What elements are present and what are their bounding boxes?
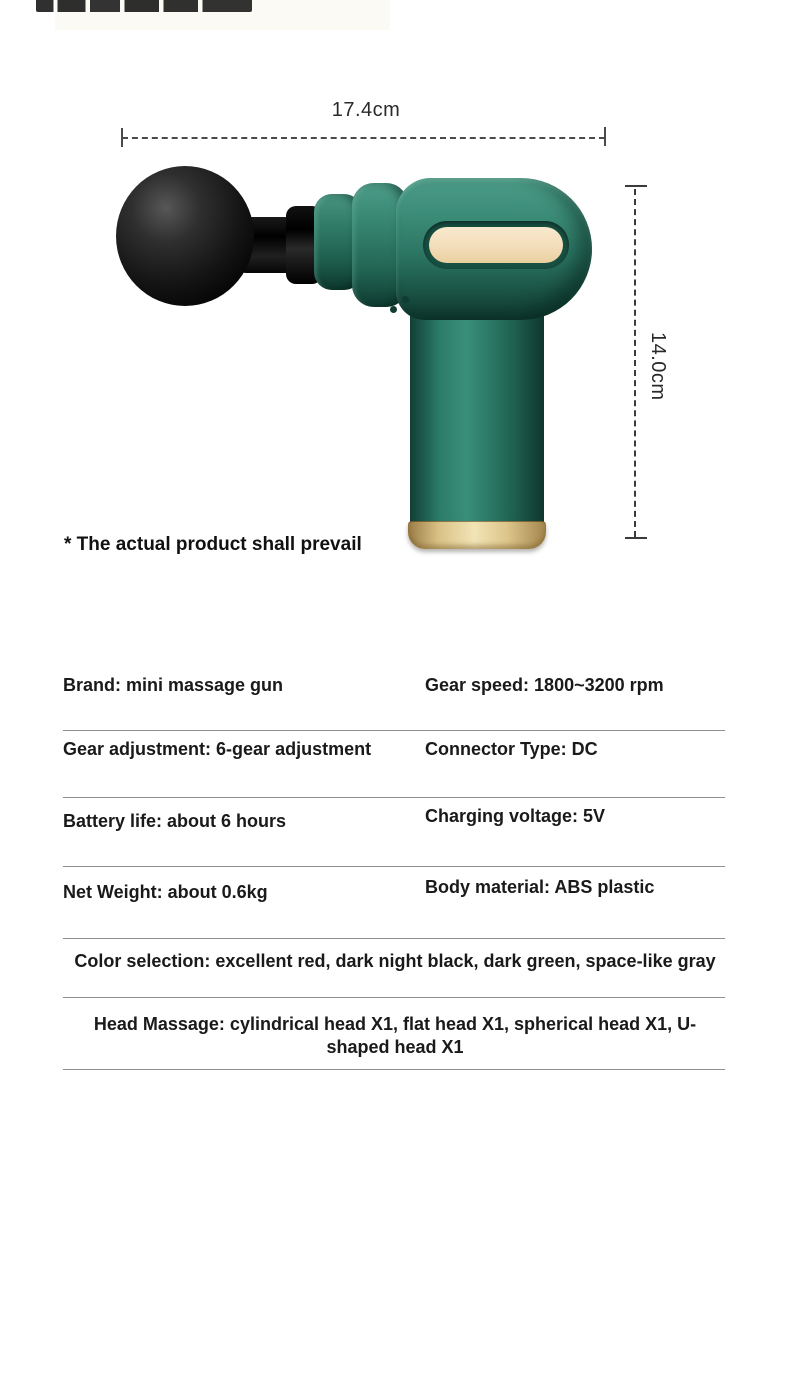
spec-gear-adjustment: Gear adjustment: 6-gear adjustment [63, 739, 372, 759]
spec-brand: Brand: mini massage gun [63, 675, 284, 695]
spec-divider [63, 730, 725, 731]
width-dimension-line [122, 137, 605, 139]
spec-charging-voltage: Charging voltage: 5V [425, 806, 606, 826]
body-vent-dot [402, 296, 409, 303]
spec-divider [63, 797, 725, 798]
cutoff-top-text-fragment [36, 0, 252, 12]
body-vent-dot [390, 306, 397, 313]
spec-color-selection: Color selection: excellent red, dark night black, dark green, space-like gray [74, 951, 716, 971]
indicator-slot [429, 227, 563, 263]
massage-gun-gold-base [408, 521, 546, 549]
width-dimension-tick-left [121, 128, 123, 147]
spec-divider [63, 866, 725, 867]
spec-head-massage: Head Massage: cylindrical head X1, flat head X1, spherical head X1, U-shaped head X1 [93, 1014, 697, 1057]
spec-connector-type: Connector Type: DC [425, 739, 598, 759]
spec-gear-speed: Gear speed: 1800~3200 rpm [425, 675, 664, 695]
spherical-massage-head [116, 166, 254, 306]
spec-net-weight: Net Weight: about 0.6kg [63, 882, 268, 902]
spec-divider [63, 997, 725, 998]
disclaimer-note: * The actual product shall prevail [64, 534, 362, 555]
spec-body-material: Body material: ABS plastic [425, 877, 655, 897]
height-dimension-label: 14.0cm [647, 332, 669, 401]
width-dimension-tick-right [604, 127, 606, 146]
height-dimension-line [634, 189, 636, 537]
height-dimension-tick-bottom [625, 537, 647, 539]
massage-gun-handle [410, 300, 544, 522]
height-dimension-tick-top [625, 185, 647, 187]
spec-divider [63, 1069, 725, 1070]
spec-battery-life: Battery life: about 6 hours [63, 811, 287, 831]
width-dimension-label: 17.4cm [331, 99, 401, 121]
spec-divider [63, 938, 725, 939]
